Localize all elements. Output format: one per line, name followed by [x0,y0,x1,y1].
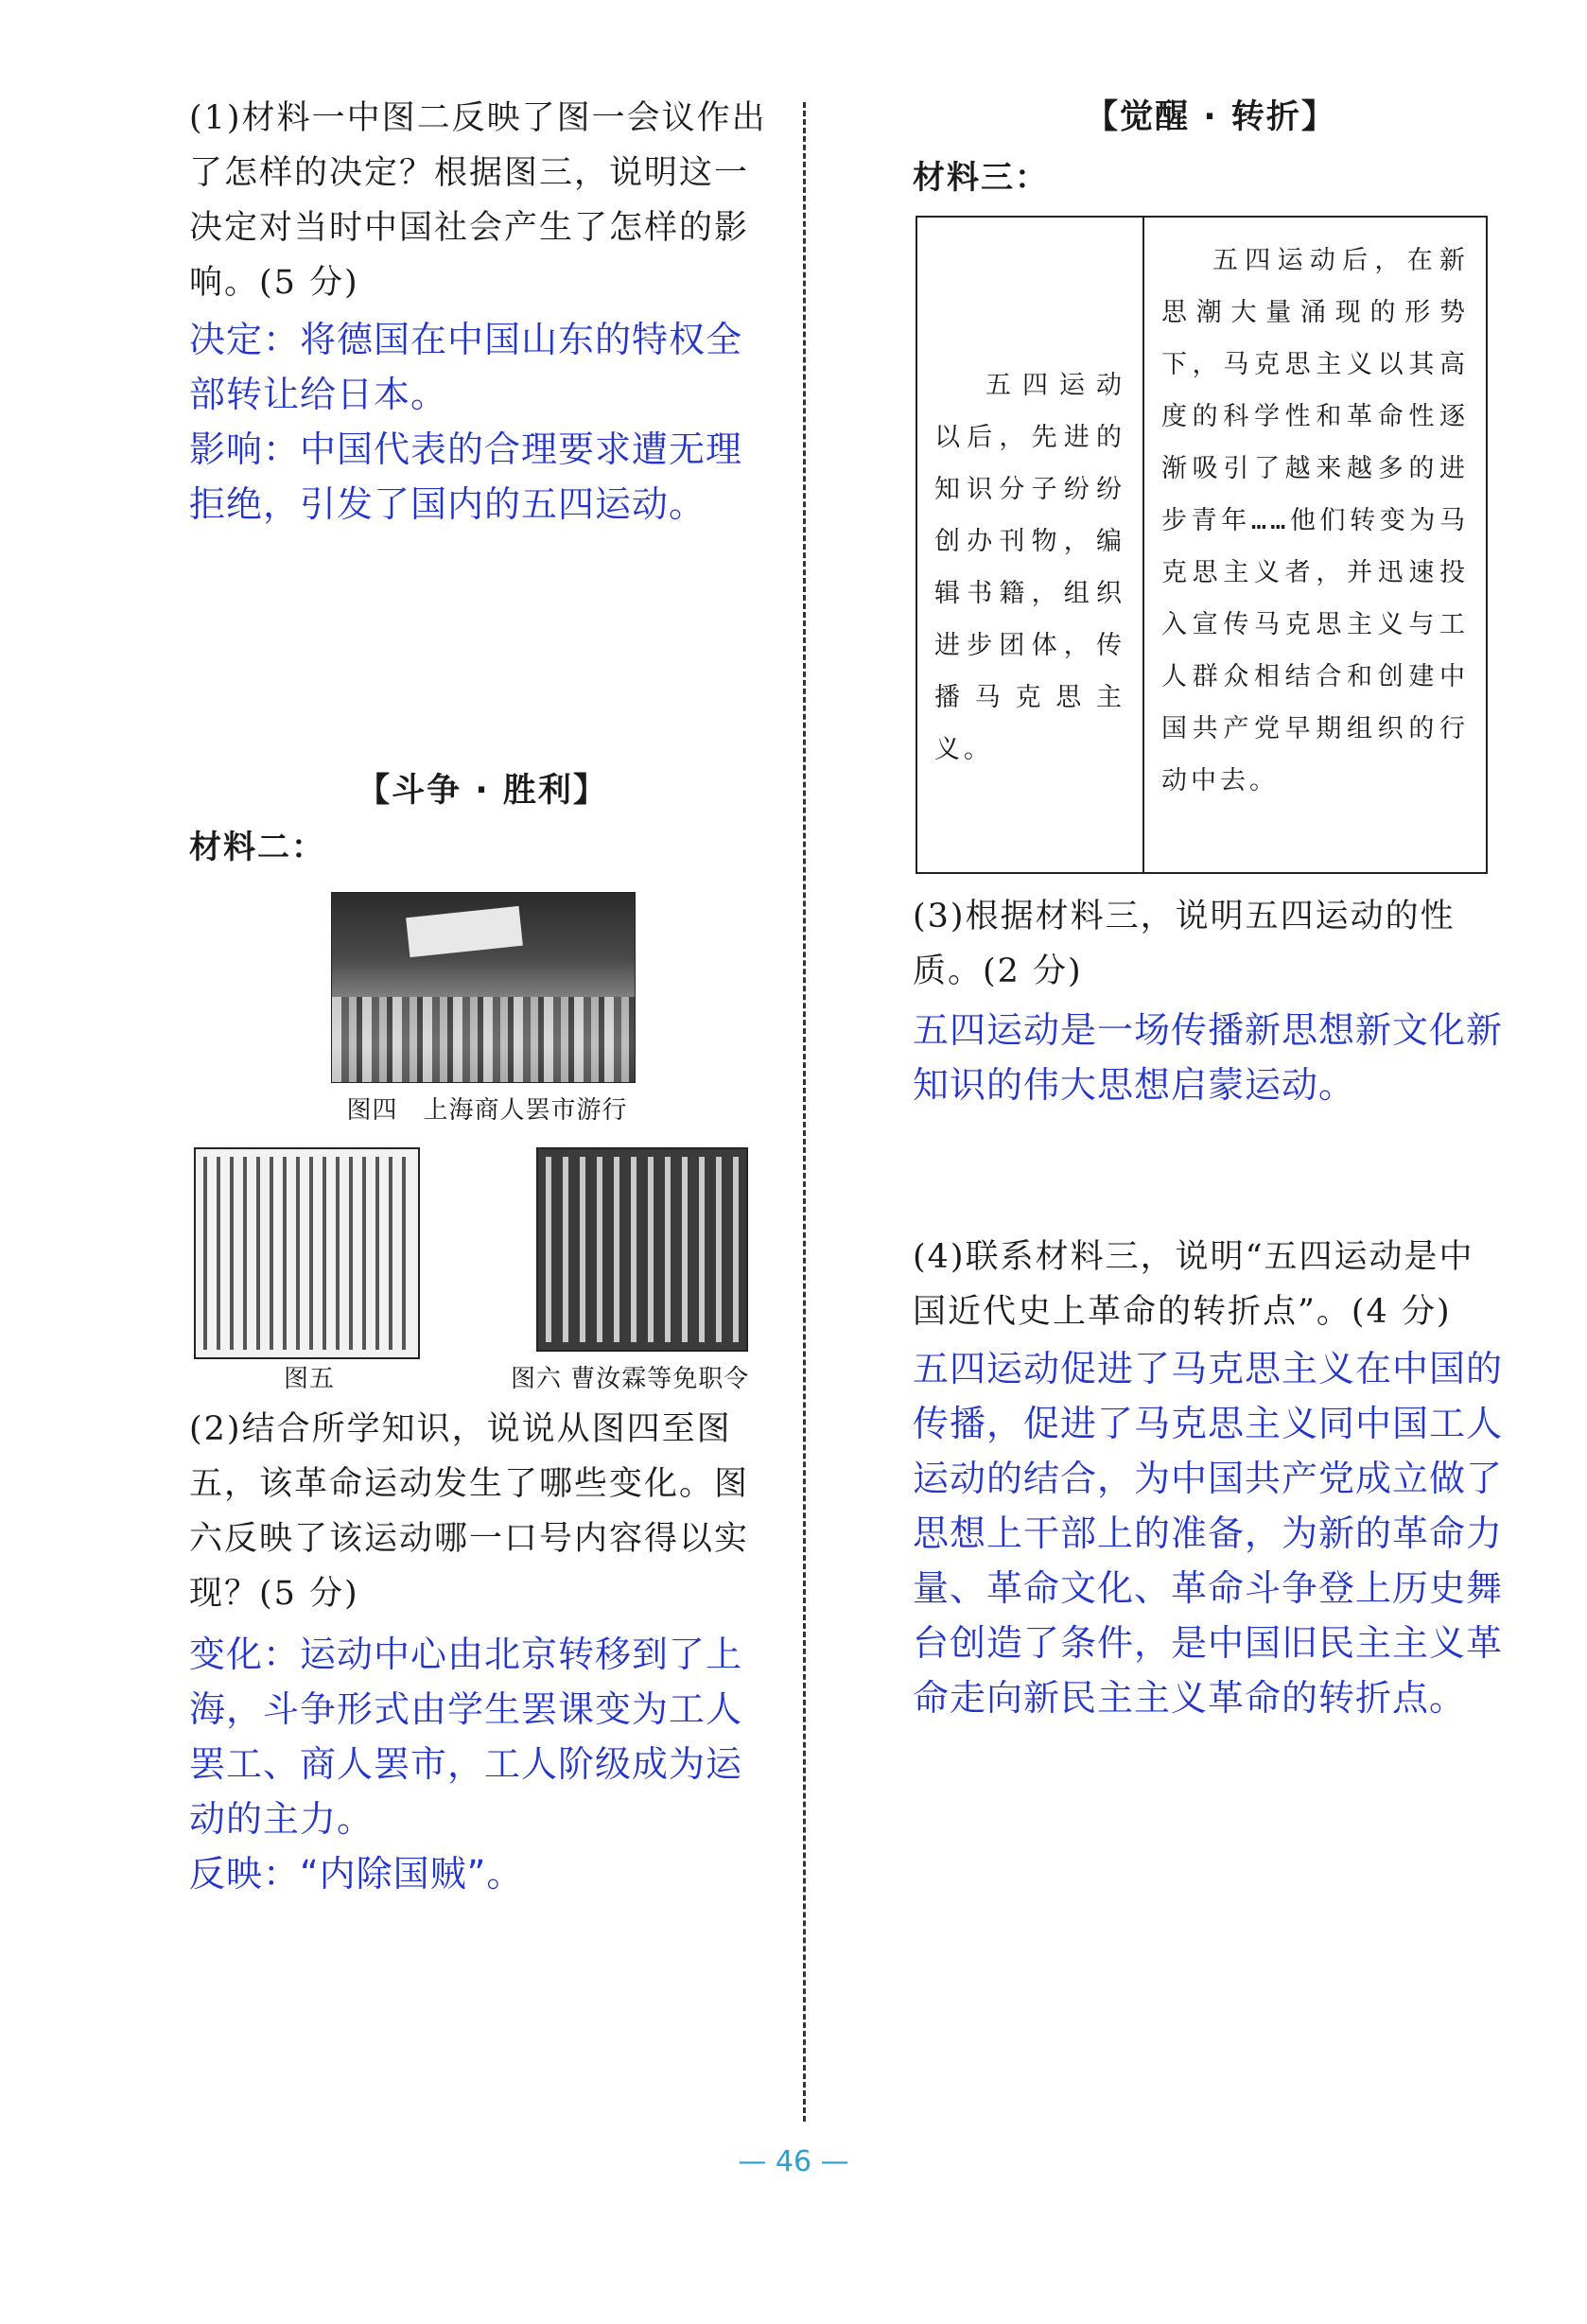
answer-2-change: 变化：运动中心由北京转移到了上海，斗争形式由学生罢课变为工人罢工、商人罢市，工人阶级成为运动的主力。 [189,1634,743,1840]
left-column [189,91,776,867]
material-3-left-text: 五四运动以后，先进的知识分子纷纷创办刊物，编辑书籍，组织进步团体，传播马克思主义。 [934,371,1125,764]
answer-2-reflect: 反映：“内除国贼”。 [189,1853,524,1895]
right-column-q3 [913,889,1509,1112]
material-2-label: 材料二： [189,829,325,866]
material-3-right-cell [1144,218,1486,872]
answer-1-decision: 决定：将德国在中国山东的特权全部转让给日本。 [189,319,743,415]
question-4: (4)联系材料三，说明“五四运动是中国近代史上革命的转折点”。(4 分) [913,1238,1474,1331]
answer-4: 五四运动促进了马克思主义在中国的传播，促进了马克思主义同中国工人运动的结合，为中国共产党成立做了思想上干部上的准备，为新的革命力量、革命文化、革命斗争登上历史舞台创造了条件，是中国旧民主主义革命走向新民主主义革命的转折点。 [913,1348,1504,1719]
answer-3: 五四运动是一场传播新思想新文化新知识的伟大思想启蒙运动。 [913,1009,1504,1106]
figure-4-caption: 图四 上海商人罢市游行 [346,1096,628,1125]
material-3-right-text: 五四运动后，在新思潮大量涌现的形势下，马克思主义以其高度的科学性和革命性逐渐吸引了越来越多的进步青年……他们转变为马克思主义者，并迅速投入宣传马克思主义与工人群众相结合和创建中国共产党早期组织的行动中去。 [1161,246,1469,795]
figure-5-newspaper [194,1147,420,1359]
answer-1-impact: 影响：中国代表的合理要求遭无理拒绝，引发了国内的五四运动。 [189,428,743,525]
figure-6-caption: 图六 曹汝霖等免职令 [511,1365,750,1393]
section-title-struggle: 【斗争 · 胜利】 [357,772,608,810]
right-column [913,91,1509,198]
figure-5-caption: 图五 [284,1365,336,1393]
section-title-awakening: 【觉醒 · 转折】 [1085,98,1336,136]
material-3-table [916,216,1488,874]
column-divider [803,102,806,2122]
left-column-lower [189,1402,776,1901]
figure-6-decree [536,1147,748,1352]
page-number: — 46 — [738,2145,849,2178]
question-1: (1)材料一中图二反映了图一会议作出了怎样的决定？根据图三，说明这一决定对当时中国社会产生了怎样的影响。(5 分) [189,99,767,302]
question-3: (3)根据材料三，说明五四运动的性质。(2 分) [913,898,1456,990]
right-column-q4 [913,1230,1509,1725]
figure-4-photo [331,892,636,1083]
material-3-label: 材料三： [913,159,1049,197]
question-2: (2)结合所学知识，说说从图四至图五，该革命运动发生了哪些变化。图六反映了该运动哪一口号内容得以实现？(5 分) [189,1410,750,1613]
material-3-left-cell [917,218,1144,872]
